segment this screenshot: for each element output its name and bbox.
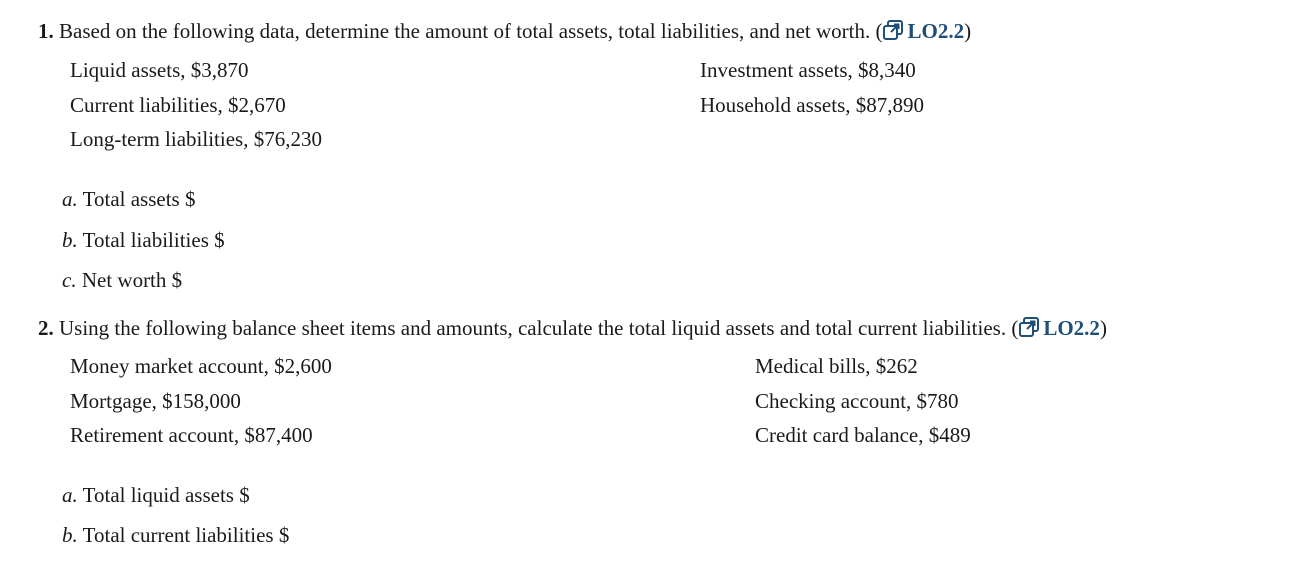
- data-item: Current liabilities, $2,670: [70, 93, 286, 117]
- question-prompt: Based on the following data, determine the amount of total assets, total liabilities, and net worth.: [59, 19, 871, 43]
- data-item: Money market account, $2,600: [70, 354, 332, 378]
- answer-total-current-liabilities: [62, 523, 289, 548]
- answer-letter: a.: [62, 483, 78, 507]
- question-2-heading: [38, 316, 1107, 344]
- lo-close-paren: ): [1099, 316, 1107, 340]
- answer-label: Total liquid assets $: [82, 483, 250, 507]
- learning-objective-link[interactable]: LO2.2: [1043, 316, 1100, 340]
- external-link-icon[interactable]: [1018, 316, 1040, 344]
- answer-total-liquid-assets: [62, 483, 250, 508]
- data-item: Credit card balance, $489: [755, 423, 971, 447]
- learning-objective-link[interactable]: LO2.2: [907, 19, 965, 43]
- answer-label: Total current liabilities $: [82, 523, 290, 547]
- external-link-icon[interactable]: [882, 19, 904, 47]
- lo-open-paren: (: [1011, 316, 1019, 340]
- answer-letter: b.: [62, 228, 78, 252]
- data-item: Household assets, $87,890: [700, 93, 924, 117]
- answer-total-assets: [62, 187, 195, 212]
- data-item: Mortgage, $158,000: [70, 389, 241, 413]
- answer-net-worth: [62, 268, 182, 293]
- question-prompt: Using the following balance sheet items and amounts, calculate the total liquid assets and total current liabilities.: [59, 316, 1007, 340]
- data-item: Investment assets, $8,340: [700, 58, 916, 82]
- question-number: 1.: [38, 19, 54, 43]
- lo-close-paren: ): [964, 19, 972, 43]
- lo-open-paren: (: [875, 19, 883, 43]
- answer-letter: a.: [62, 187, 78, 211]
- question-number: 2.: [38, 316, 54, 340]
- answer-label: Net worth $: [81, 268, 183, 292]
- answer-letter: b.: [62, 523, 78, 547]
- data-item: Long-term liabilities, $76,230: [70, 127, 322, 151]
- question-1-heading: [38, 19, 971, 47]
- answer-label: Total assets $: [82, 187, 196, 211]
- answer-letter: c.: [62, 268, 77, 292]
- data-item: Medical bills, $262: [755, 354, 918, 378]
- answer-label: Total liabilities $: [82, 228, 225, 252]
- data-item: Checking account, $780: [755, 389, 959, 413]
- data-item: Retirement account, $87,400: [70, 423, 313, 447]
- answer-total-liabilities: [62, 228, 225, 253]
- data-item: Liquid assets, $3,870: [70, 58, 249, 82]
